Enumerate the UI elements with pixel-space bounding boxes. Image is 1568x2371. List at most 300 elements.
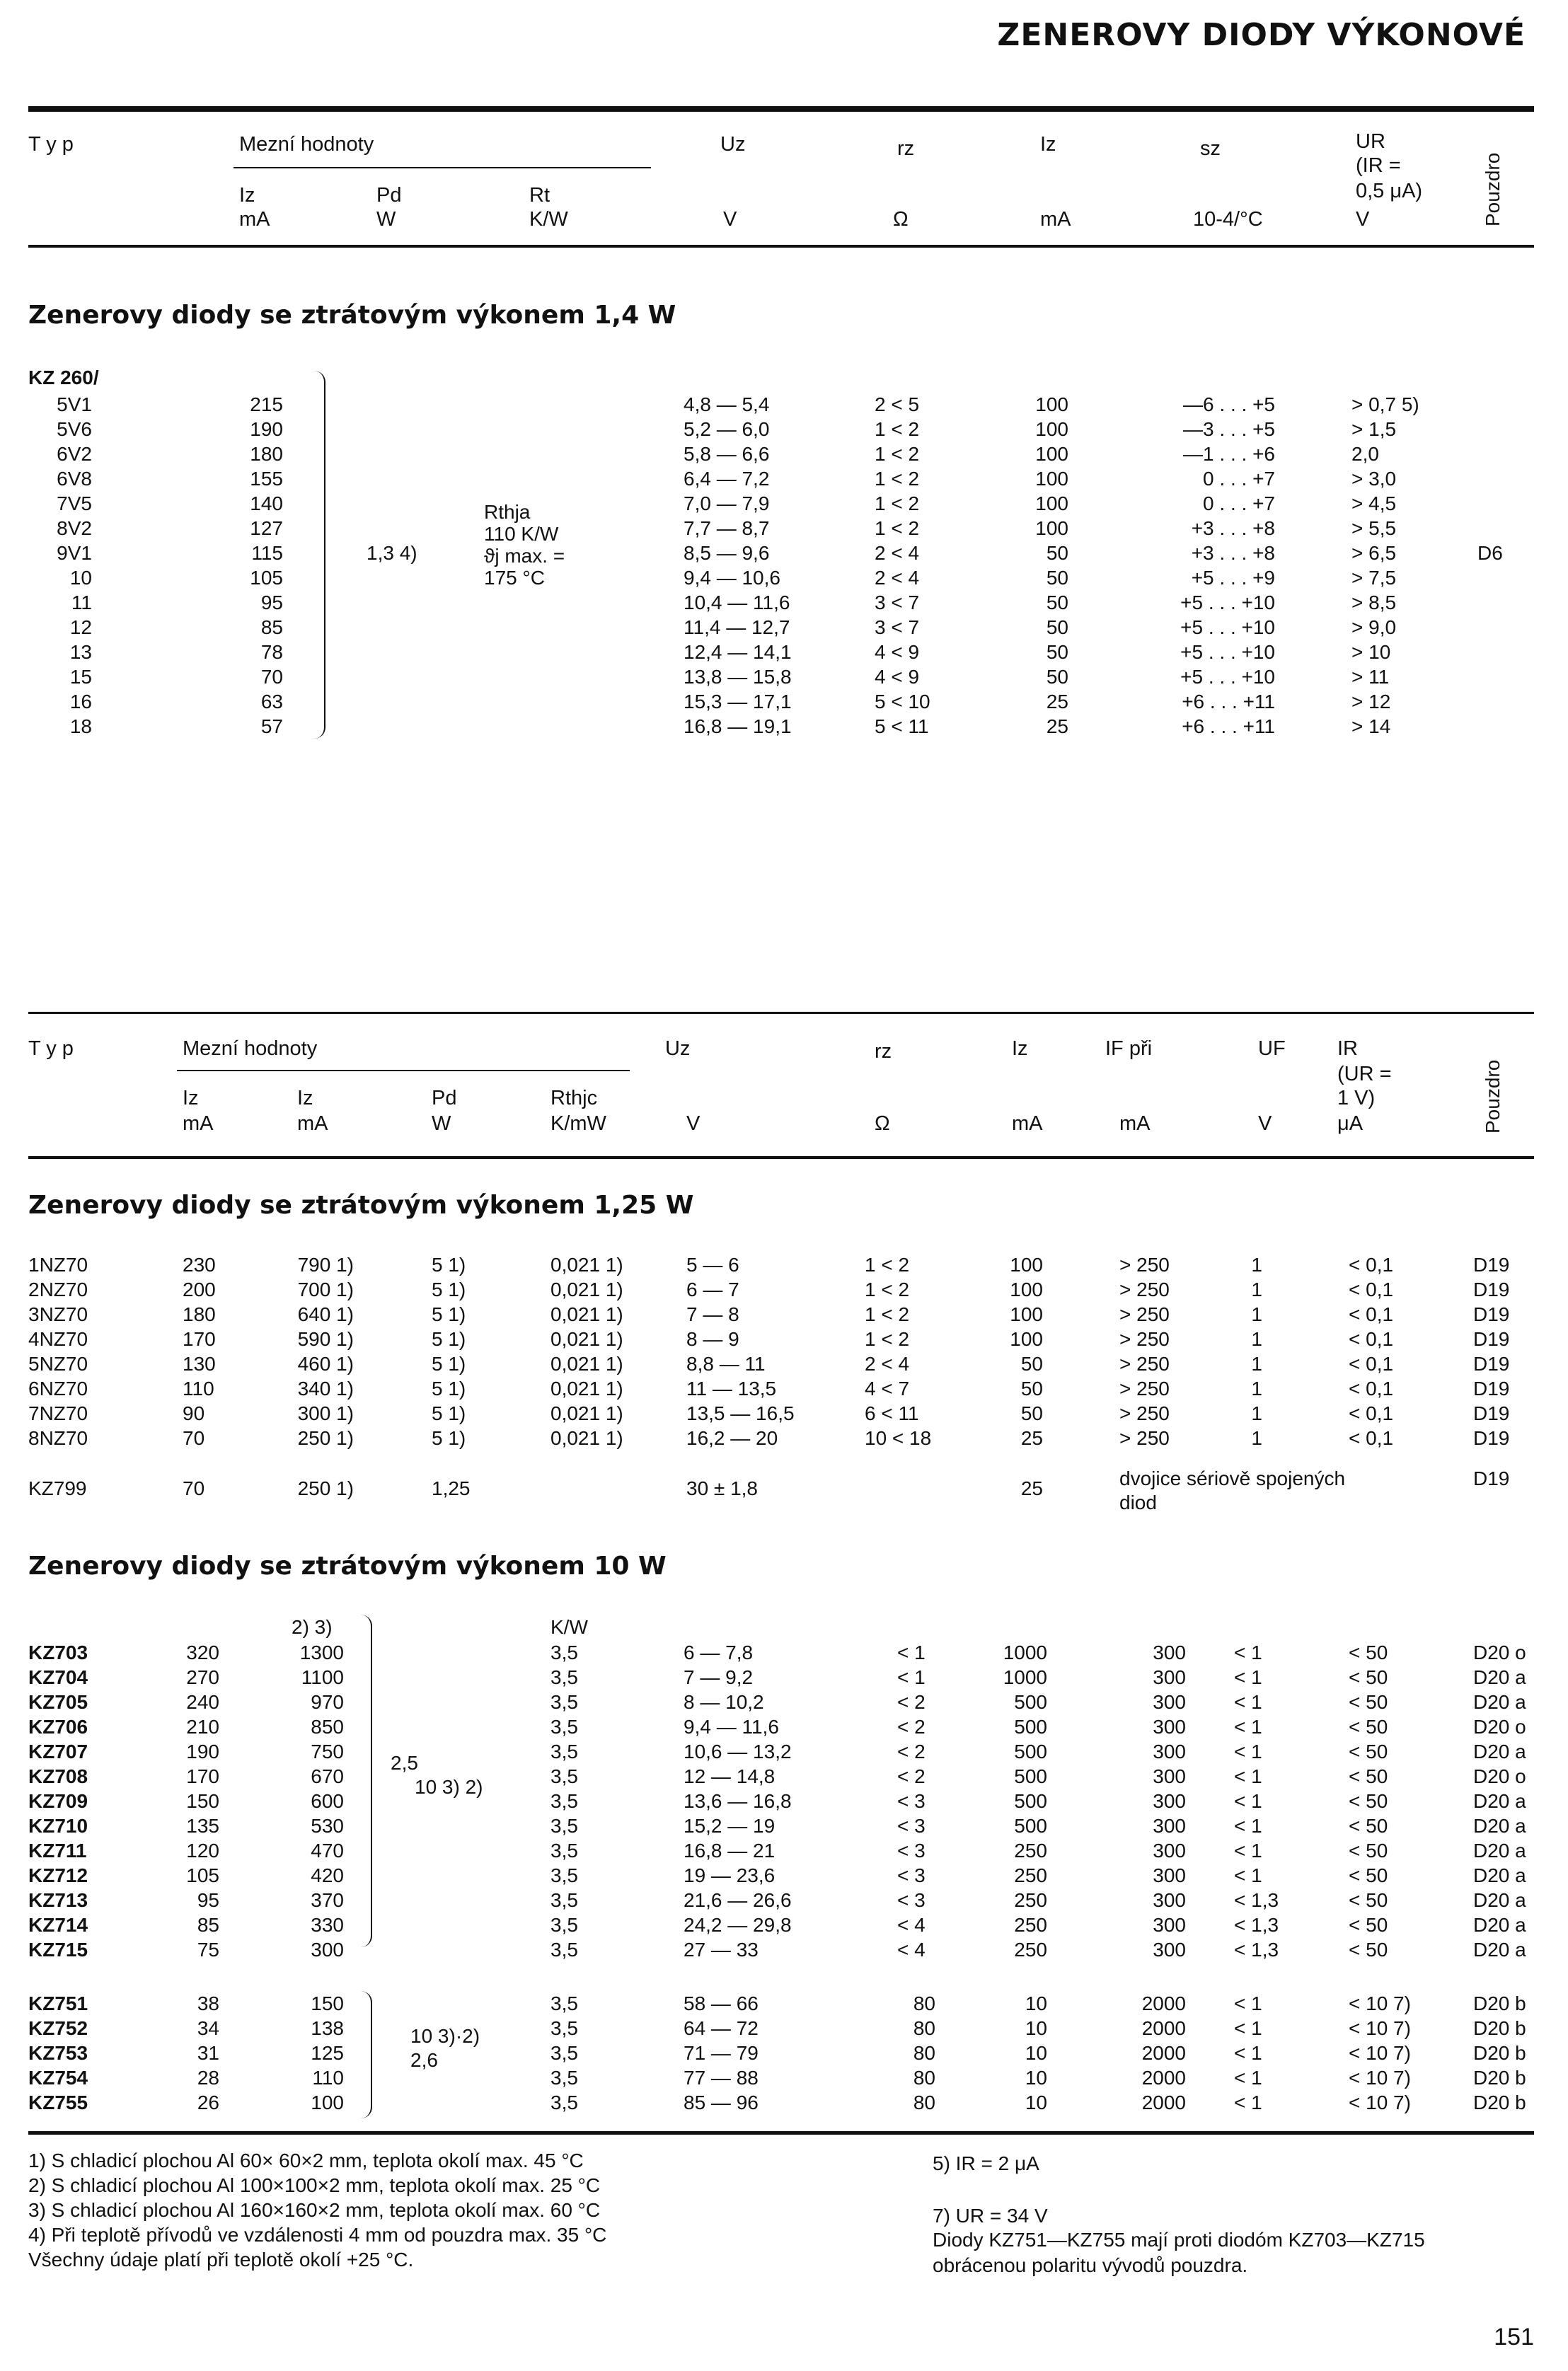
- row3-uz: 8 — 10,2: [684, 1691, 764, 1713]
- kz799-iz: 25: [1020, 1477, 1043, 1499]
- row3-uz: 7 — 9,2: [684, 1666, 754, 1688]
- row2-iz1: 200: [183, 1279, 216, 1300]
- row3-uf: < 1: [1234, 1840, 1262, 1862]
- row2-typ: 1NZ70: [28, 1254, 88, 1276]
- table1-header-rule: [28, 245, 1534, 248]
- row3-iz1: 85: [197, 1914, 219, 1936]
- pd-brace: [314, 371, 325, 739]
- row3-ir: < 50: [1349, 1765, 1388, 1787]
- row3-ir: < 50: [1349, 1691, 1388, 1713]
- row3-iz1: 135: [186, 1815, 219, 1837]
- kz799-note2: diod: [1119, 1492, 1157, 1513]
- rowb-uz: 77 — 88: [684, 2067, 759, 2089]
- row3-uf: < 1: [1234, 1666, 1262, 1688]
- row-iz: 63: [260, 691, 283, 713]
- row-rz: 1 < 2: [875, 443, 920, 465]
- row2-iz: 100: [1010, 1279, 1043, 1300]
- row-iz: 155: [250, 468, 283, 490]
- row2-ir: < 0,1: [1349, 1402, 1394, 1424]
- row2-typ: 4NZ70: [28, 1328, 88, 1350]
- header2-ir3: 1 V): [1337, 1087, 1376, 1109]
- rowb-typ: KZ751: [28, 1992, 88, 2014]
- row3-uf: < 1: [1234, 1765, 1262, 1787]
- row2-rz: 4 < 7: [865, 1378, 910, 1400]
- row2-rz: 1 < 2: [865, 1279, 910, 1300]
- kz799-pd: 1,25: [432, 1477, 471, 1499]
- row-iz: 95: [260, 592, 283, 613]
- row2-iz1: 110: [183, 1378, 214, 1400]
- row-iz: 215: [250, 393, 283, 415]
- row-typ: 10: [69, 567, 92, 589]
- row-rz: 2 < 4: [875, 542, 920, 564]
- row3-pz: D20 a: [1473, 1691, 1526, 1713]
- row2-if: > 250: [1119, 1279, 1170, 1300]
- row3-uf: < 1: [1234, 1741, 1262, 1763]
- pouzdro-d6: D6: [1477, 542, 1503, 564]
- row-rz: 4 < 9: [875, 666, 920, 688]
- row2-typ: 7NZ70: [28, 1402, 88, 1424]
- kz799-note1: dvojice sériově spojených: [1119, 1467, 1346, 1489]
- unit2-ma3: mA: [1012, 1112, 1043, 1135]
- header-sub-rt: Rt: [529, 184, 550, 207]
- row-sz: +5 . . . +10: [1180, 616, 1275, 638]
- rowb-iz: 10: [1025, 2017, 1047, 2039]
- rowb-iz2: 150: [311, 1992, 344, 2014]
- row2-iz2: 250 1): [297, 1427, 354, 1449]
- row3-ir: < 50: [1349, 1790, 1388, 1812]
- header-ur2: (IR =: [1356, 154, 1401, 177]
- row-ur: > 9,0: [1351, 616, 1397, 638]
- row2-iz: 100: [1010, 1254, 1043, 1276]
- rowb-rth: 3,5: [550, 2092, 578, 2113]
- header2-ir: IR: [1337, 1037, 1358, 1060]
- row-ur: > 0,7 5): [1351, 393, 1419, 415]
- unit2-v: V: [686, 1112, 701, 1135]
- row3-uz: 24,2 — 29,8: [684, 1914, 792, 1936]
- row2-iz2: 640 1): [297, 1303, 354, 1325]
- row3-iz2: 330: [311, 1914, 344, 1936]
- rowb-if: 2000: [1141, 2067, 1186, 2089]
- rowb-rz: 80: [913, 2067, 935, 2089]
- row3-uf: < 1: [1234, 1642, 1262, 1663]
- row3-typ: KZ713: [28, 1889, 88, 1911]
- row3-iz: 500: [1014, 1691, 1047, 1713]
- kz799-iz2: 250 1): [297, 1477, 354, 1499]
- footnote-left: Všechny údaje platí při teplotě okolí +25 °C.: [28, 2249, 414, 2271]
- header-iz: Iz: [1040, 133, 1056, 156]
- row-ur: > 7,5: [1351, 567, 1397, 589]
- row2-pd: 5 1): [432, 1378, 466, 1400]
- row-rz: 3 < 7: [875, 616, 920, 638]
- header2-sub-iz2: Iz: [297, 1087, 313, 1109]
- rowb-uf: < 1: [1234, 2067, 1262, 2089]
- row-sz: —6 . . . +5: [1183, 393, 1275, 415]
- row2-uf: 1: [1251, 1378, 1262, 1400]
- row2-rz: 6 < 11: [865, 1402, 919, 1424]
- rowb-uf: < 1: [1234, 2017, 1262, 2039]
- rowb-rz: 80: [913, 2042, 935, 2064]
- header2-pouzdro: Pouzdro: [1482, 1059, 1504, 1133]
- row-typ: 13: [69, 641, 92, 663]
- row-izt: 100: [1035, 492, 1068, 514]
- row-uz: 9,4 — 10,6: [684, 567, 780, 589]
- row3-typ: KZ709: [28, 1790, 88, 1812]
- row-uz: 16,8 — 19,1: [684, 715, 792, 737]
- row2-iz: 100: [1010, 1328, 1043, 1350]
- row2-uf: 1: [1251, 1279, 1262, 1300]
- row2-uz: 6 — 7: [686, 1279, 739, 1300]
- footnote-right: Diody KZ751—KZ755 mají proti diodóm KZ703—KZ715: [933, 2229, 1425, 2251]
- row3-iz: 500: [1014, 1765, 1047, 1787]
- pd-10w-note: 10 3) 2): [415, 1776, 483, 1798]
- row3-iz2: 600: [311, 1790, 344, 1812]
- pd-b2: 2,6: [410, 2049, 438, 2071]
- unit-v2: V: [1356, 208, 1370, 231]
- row-typ: 5V6: [57, 418, 92, 440]
- kz799-uz: 30 ± 1,8: [686, 1477, 758, 1499]
- row-uz: 11,4 — 12,7: [684, 616, 790, 638]
- row-uz: 12,4 — 14,1: [684, 641, 792, 663]
- row-ur: > 6,5: [1351, 542, 1397, 564]
- rowb-ir: < 10 7): [1349, 2067, 1411, 2089]
- row2-iz: 50: [1020, 1353, 1043, 1375]
- row2-uf: 1: [1251, 1254, 1262, 1276]
- row3-rz: < 2: [897, 1741, 926, 1763]
- row3-uf: < 1: [1234, 1815, 1262, 1837]
- header-sub-iz: Iz: [239, 184, 255, 207]
- row-uz: 8,5 — 9,6: [684, 542, 770, 564]
- row3-rz: < 1: [897, 1642, 926, 1663]
- row3-if: 300: [1153, 1840, 1186, 1862]
- footnote-left: 1) S chladicí plochou Al 60× 60×2 mm, teplota okolí max. 45 °C: [28, 2150, 584, 2171]
- header-sub-pd: Pd: [376, 184, 402, 207]
- row-rz: 2 < 4: [875, 567, 920, 589]
- row3-pz: D20 a: [1473, 1914, 1526, 1936]
- row2-ir: < 0,1: [1349, 1328, 1394, 1350]
- rowb-typ: KZ754: [28, 2067, 88, 2089]
- row2-rz: 1 < 2: [865, 1254, 910, 1276]
- row2-typ: 3NZ70: [28, 1303, 88, 1325]
- row3-ir: < 50: [1349, 1889, 1388, 1911]
- row-izt: 25: [1046, 691, 1068, 713]
- row3-ir: < 50: [1349, 1741, 1388, 1763]
- row3-iz2: 370: [311, 1889, 344, 1911]
- rowb-iz1: 34: [197, 2017, 219, 2039]
- row-iz: 140: [250, 492, 283, 514]
- header-uz: Uz: [720, 133, 746, 156]
- row2-if: > 250: [1119, 1378, 1170, 1400]
- row-izt: 100: [1035, 418, 1068, 440]
- row3-typ: KZ708: [28, 1765, 88, 1787]
- row3-iz2: 670: [311, 1765, 344, 1787]
- unit-ma2: mA: [1040, 208, 1071, 231]
- row2-iz2: 300 1): [297, 1402, 354, 1424]
- rowb-iz2: 138: [311, 2017, 344, 2039]
- row3-if: 300: [1153, 1790, 1186, 1812]
- row3-iz1: 120: [186, 1840, 219, 1862]
- kz799-pz: D19: [1473, 1467, 1510, 1489]
- row2-uf: 1: [1251, 1303, 1262, 1325]
- row2-typ: 5NZ70: [28, 1353, 88, 1375]
- unit-w: W: [376, 208, 396, 231]
- rowb-if: 2000: [1141, 2017, 1186, 2039]
- row3-iz1: 75: [197, 1939, 219, 1961]
- row3-iz1: 95: [197, 1889, 219, 1911]
- header-rz: rz: [897, 137, 915, 160]
- header2-typ: T y p: [28, 1037, 74, 1060]
- row3-pz: D20 a: [1473, 1939, 1526, 1961]
- row3-iz2: 970: [311, 1691, 344, 1713]
- row-sz: +6 . . . +11: [1182, 691, 1275, 713]
- rowb-uf: < 1: [1234, 2092, 1262, 2113]
- row3-iz2: 420: [311, 1864, 344, 1886]
- row-sz: +5 . . . +10: [1180, 641, 1275, 663]
- rowb-iz: 10: [1025, 2092, 1047, 2113]
- rthja-line: 175 °C: [484, 567, 545, 589]
- row3-uf: < 1: [1234, 1716, 1262, 1738]
- row2-iz1: 90: [183, 1402, 205, 1424]
- row-iz: 127: [250, 517, 283, 539]
- header-mezni: Mezní hodnoty: [239, 133, 374, 156]
- row3-iz2: 750: [311, 1741, 344, 1763]
- row-uz: 13,8 — 15,8: [684, 666, 792, 688]
- row3-if: 300: [1153, 1666, 1186, 1688]
- kz799-iz1: 70: [183, 1477, 205, 1499]
- row3-iz1: 170: [186, 1765, 219, 1787]
- row2-pz: D19: [1473, 1402, 1510, 1424]
- unit-v: V: [723, 208, 737, 231]
- row-rz: 1 < 2: [875, 517, 920, 539]
- row-uz: 7,7 — 8,7: [684, 517, 770, 539]
- rowb-iz: 10: [1025, 2042, 1047, 2064]
- row3-rz: < 2: [897, 1716, 926, 1738]
- row2-rth: 0,021 1): [550, 1378, 623, 1400]
- row3-iz: 250: [1014, 1914, 1047, 1936]
- header2-sub-pd: Pd: [432, 1087, 457, 1109]
- row-iz: 115: [251, 542, 283, 564]
- row2-pz: D19: [1473, 1353, 1510, 1375]
- unit-ma: mA: [239, 208, 270, 231]
- row3-ir: < 50: [1349, 1864, 1388, 1886]
- row2-rth: 0,021 1): [550, 1328, 623, 1350]
- row3-rz: < 2: [897, 1765, 926, 1787]
- row-ur: > 10: [1351, 641, 1391, 663]
- header-ur3: 0,5 μA): [1356, 180, 1423, 202]
- row3-iz1: 210: [186, 1716, 219, 1738]
- row2-rz: 1 < 2: [865, 1328, 910, 1350]
- row2-rth: 0,021 1): [550, 1353, 623, 1375]
- row3-rth: 3,5: [550, 1914, 578, 1936]
- row2-typ: 2NZ70: [28, 1279, 88, 1300]
- row-ur: > 11: [1351, 666, 1390, 688]
- header2-sub-rthjc: Rthjc: [550, 1087, 598, 1109]
- row-iz: 105: [250, 567, 283, 589]
- row3-typ: KZ703: [28, 1642, 88, 1663]
- kw-header: K/W: [550, 1616, 588, 1638]
- row2-iz2: 700 1): [297, 1279, 354, 1300]
- row2-iz1: 180: [183, 1303, 216, 1325]
- rowb-typ: KZ755: [28, 2092, 88, 2113]
- row-typ: 9V1: [57, 542, 92, 564]
- row3-pz: D20 a: [1473, 1741, 1526, 1763]
- row3-ir: < 50: [1349, 1815, 1388, 1837]
- row3-rth: 3,5: [550, 1840, 578, 1862]
- header2-if: IF při: [1105, 1037, 1153, 1060]
- row2-iz2: 340 1): [297, 1378, 354, 1400]
- row2-rz: 10 < 18: [865, 1427, 932, 1449]
- row-typ: 7V5: [57, 492, 92, 514]
- row3-uz: 19 — 23,6: [684, 1864, 776, 1886]
- header-sz: sz: [1200, 137, 1221, 160]
- row-iz: 78: [260, 641, 283, 663]
- row2-rz: 2 < 4: [865, 1353, 910, 1375]
- header2-uz: Uz: [665, 1037, 691, 1060]
- row-typ: 15: [69, 666, 92, 688]
- header2-sub-iz1: Iz: [183, 1087, 199, 1109]
- row-typ: 5V1: [57, 393, 92, 415]
- row3-rz: < 4: [897, 1939, 926, 1961]
- row-ur: > 1,5: [1351, 418, 1397, 440]
- row2-ir: < 0,1: [1349, 1427, 1394, 1449]
- row-izt: 50: [1046, 542, 1068, 564]
- row3-if: 300: [1153, 1914, 1186, 1936]
- rowb-if: 2000: [1141, 1992, 1186, 2014]
- row2-uf: 1: [1251, 1353, 1262, 1375]
- row2-uz: 16,2 — 20: [686, 1427, 778, 1449]
- header2-rz: rz: [875, 1040, 892, 1063]
- row3-uz: 12 — 14,8: [684, 1765, 776, 1787]
- row-typ: 6V8: [57, 468, 92, 490]
- row-ur: > 4,5: [1351, 492, 1397, 514]
- row3-ir: < 50: [1349, 1939, 1388, 1961]
- row3-rth: 3,5: [550, 1939, 578, 1961]
- row2-if: > 250: [1119, 1427, 1170, 1449]
- rowb-iz1: 26: [197, 2092, 219, 2113]
- rowb-uz: 85 — 96: [684, 2092, 759, 2113]
- row3-uz: 13,6 — 16,8: [684, 1790, 792, 1812]
- row-iz: 180: [250, 443, 283, 465]
- row2-iz2: 460 1): [297, 1353, 354, 1375]
- row-typ: 16: [69, 691, 92, 713]
- section-title-10w: Zenerovy diody se ztrátovým výkonem 10 W: [28, 1552, 667, 1581]
- rowb-iz: 10: [1025, 1992, 1047, 2014]
- row3-iz: 250: [1014, 1889, 1047, 1911]
- unit2-ma2: mA: [297, 1112, 328, 1135]
- row2-iz1: 70: [183, 1427, 205, 1449]
- row3-iz: 500: [1014, 1741, 1047, 1763]
- row3-rz: < 1: [897, 1666, 926, 1688]
- row3-ir: < 50: [1349, 1642, 1388, 1663]
- row-rz: 1 < 2: [875, 492, 920, 514]
- header-mezni-rule: [234, 167, 651, 168]
- row-rz: 3 < 7: [875, 592, 920, 613]
- row2-pd: 5 1): [432, 1427, 466, 1449]
- row-rz: 1 < 2: [875, 468, 920, 490]
- row3-iz2: 530: [311, 1815, 344, 1837]
- header2-uf: UF: [1258, 1037, 1286, 1060]
- row-ur: > 5,5: [1351, 517, 1397, 539]
- row3-uf: < 1,3: [1234, 1914, 1279, 1936]
- row3-iz1: 150: [186, 1790, 219, 1812]
- row-ur: > 8,5: [1351, 592, 1397, 613]
- row2-iz: 50: [1020, 1402, 1043, 1424]
- row3-iz1: 190: [186, 1741, 219, 1763]
- row-izt: 50: [1046, 666, 1068, 688]
- row3-typ: KZ706: [28, 1716, 88, 1738]
- row2-ir: < 0,1: [1349, 1254, 1394, 1276]
- row3-iz: 500: [1014, 1815, 1047, 1837]
- row3-typ: KZ715: [28, 1939, 88, 1961]
- row2-uf: 1: [1251, 1427, 1262, 1449]
- row2-iz: 50: [1020, 1378, 1043, 1400]
- row2-rz: 1 < 2: [865, 1303, 910, 1325]
- row2-if: > 250: [1119, 1254, 1170, 1276]
- row3-typ: KZ707: [28, 1741, 88, 1763]
- rowb-rz: 80: [913, 2092, 935, 2113]
- row2-if: > 250: [1119, 1328, 1170, 1350]
- row3-uf: < 1: [1234, 1864, 1262, 1886]
- row-uz: 7,0 — 7,9: [684, 492, 770, 514]
- row3-uz: 15,2 — 19: [684, 1815, 776, 1837]
- row2-if: > 250: [1119, 1353, 1170, 1375]
- rowb-ir: < 10 7): [1349, 2042, 1411, 2064]
- notes-header: 2) 3): [292, 1616, 333, 1638]
- row3-uf: < 1,3: [1234, 1889, 1279, 1911]
- row3-rth: 3,5: [550, 1741, 578, 1763]
- row2-uf: 1: [1251, 1402, 1262, 1424]
- row3-if: 300: [1153, 1642, 1186, 1663]
- row2-rth: 0,021 1): [550, 1254, 623, 1276]
- row2-pd: 5 1): [432, 1254, 466, 1276]
- rowb-iz2: 100: [311, 2092, 344, 2113]
- row2-pd: 5 1): [432, 1303, 466, 1325]
- rowb-rz: 80: [913, 2017, 935, 2039]
- rowb-uf: < 1: [1234, 1992, 1262, 2014]
- row3-rz: < 3: [897, 1790, 926, 1812]
- row-rz: 1 < 2: [875, 418, 920, 440]
- row3-if: 300: [1153, 1716, 1186, 1738]
- row2-iz1: 170: [183, 1328, 216, 1350]
- row3-iz: 1000: [1003, 1666, 1047, 1688]
- row2-if: > 250: [1119, 1303, 1170, 1325]
- row3-rth: 3,5: [550, 1666, 578, 1688]
- header-typ: T y p: [28, 133, 74, 156]
- row2-pz: D19: [1473, 1328, 1510, 1350]
- row-izt: 50: [1046, 592, 1068, 613]
- row3-pz: D20 a: [1473, 1840, 1526, 1862]
- row3-pz: D20 a: [1473, 1864, 1526, 1886]
- row-sz: +3 . . . +8: [1191, 517, 1275, 539]
- unit-kw: K/W: [529, 208, 568, 231]
- row3-pz: D20 a: [1473, 1815, 1526, 1837]
- row-sz: +5 . . . +10: [1180, 666, 1275, 688]
- row2-uz: 11 — 13,5: [686, 1378, 777, 1400]
- row-ur: > 12: [1351, 691, 1391, 713]
- unit-ohm: Ω: [893, 208, 909, 231]
- footnote-rule: [28, 2131, 1534, 2135]
- rowb-rth: 3,5: [550, 1992, 578, 2014]
- row2-iz1: 130: [183, 1353, 216, 1375]
- row3-iz: 1000: [1003, 1642, 1047, 1663]
- row-sz: 0 . . . +7: [1203, 468, 1275, 490]
- rowb-if: 2000: [1141, 2092, 1186, 2113]
- row-sz: —3 . . . +5: [1183, 418, 1275, 440]
- row3-uz: 6 — 7,8: [684, 1642, 754, 1663]
- row-sz: +5 . . . +9: [1191, 567, 1275, 589]
- row3-typ: KZ710: [28, 1815, 88, 1837]
- header2-mezni-rule: [177, 1070, 630, 1071]
- row-rz: 4 < 9: [875, 641, 920, 663]
